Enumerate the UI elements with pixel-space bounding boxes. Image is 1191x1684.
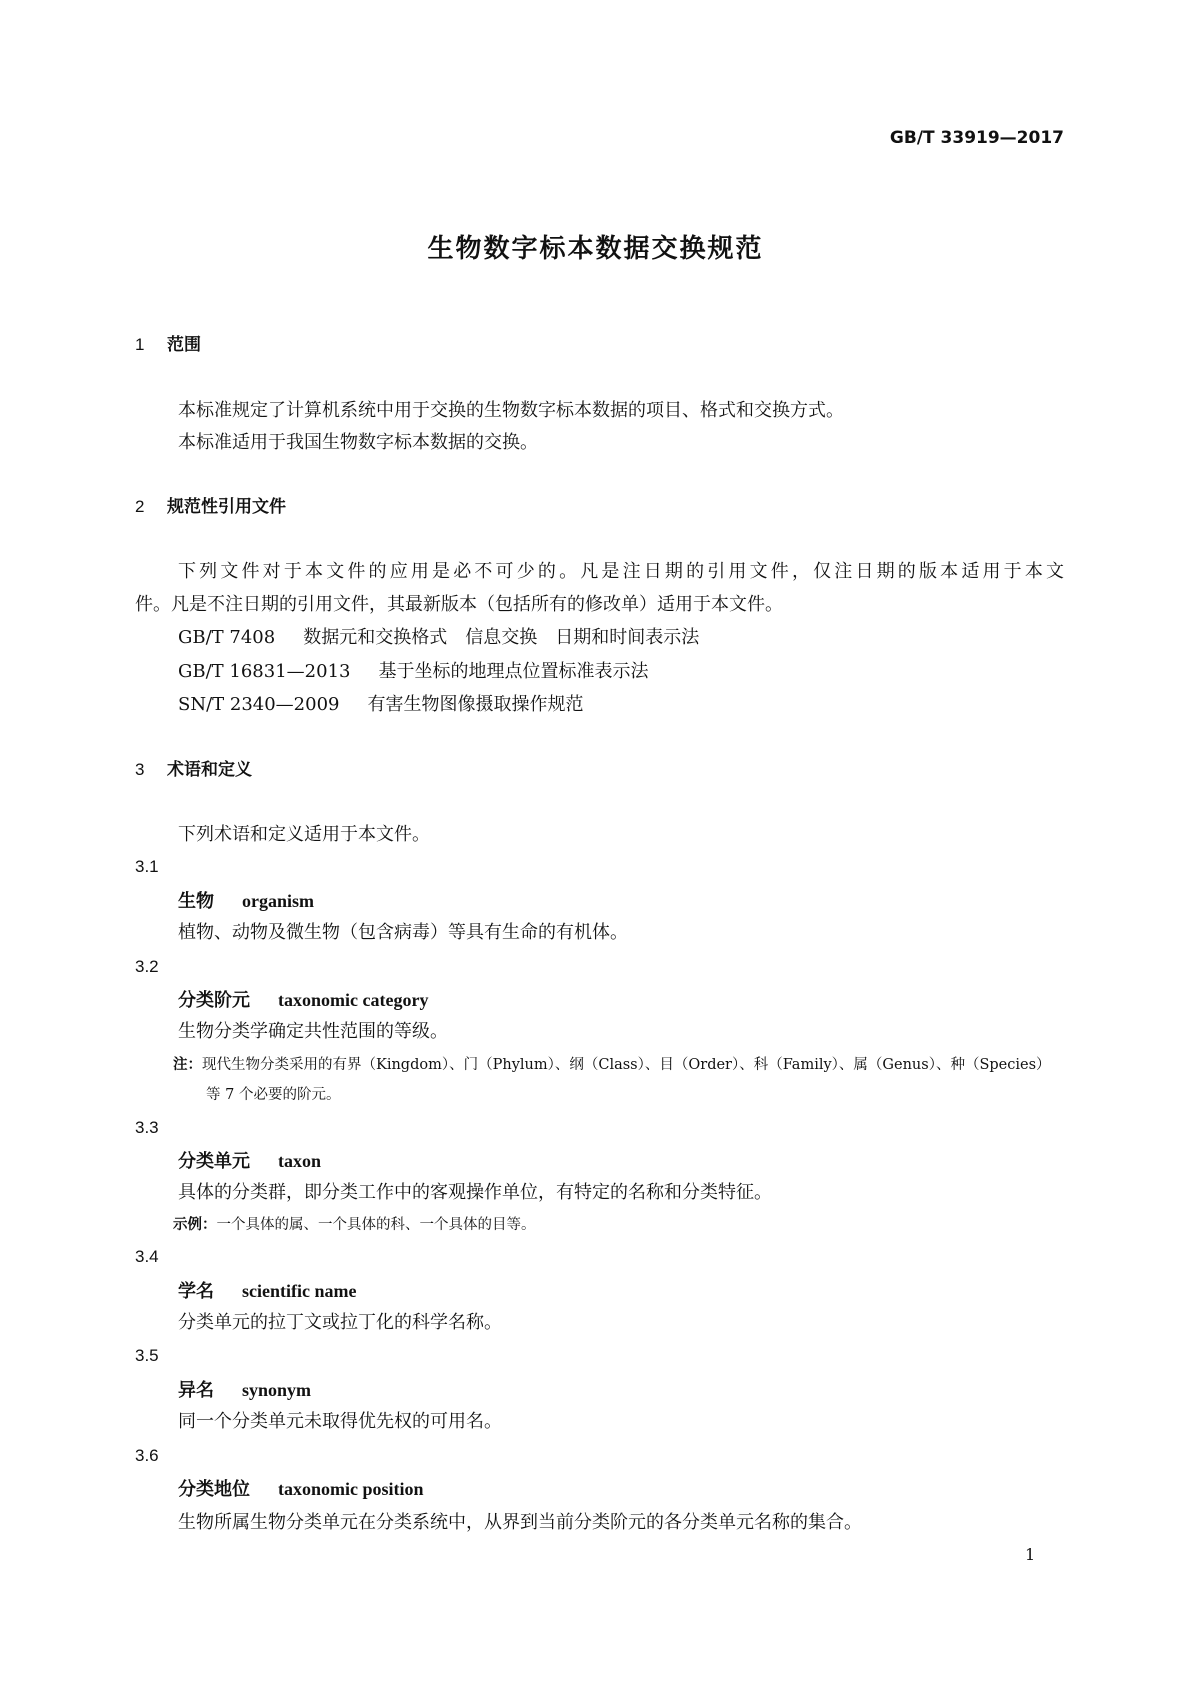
reference-item: [178, 660, 648, 684]
section-number: 2: [135, 497, 145, 516]
term-heading: [178, 988, 428, 1013]
term-en: taxon: [278, 1151, 322, 1171]
term-heading: [178, 1378, 311, 1403]
term-number: 3.3: [135, 1118, 159, 1137]
standard-code: GB/T 33919—2017: [889, 128, 1064, 148]
term-definition: 同一个分类单元未取得优先权的可用名。: [178, 1411, 502, 1432]
term-zh: 分类地位: [178, 1479, 250, 1500]
note-continuation: 等 7 个必要的阶元。: [206, 1087, 341, 1103]
section-number: 1: [135, 335, 145, 354]
section-heading: 术语和定义: [167, 760, 252, 780]
section-number: 3: [135, 760, 145, 779]
term-zh: 分类单元: [178, 1151, 250, 1172]
section-heading: 规范性引用文件: [167, 497, 286, 517]
example-text: 一个具体的属、一个具体的科、一个具体的目等。: [216, 1217, 536, 1233]
term-heading: [178, 1279, 356, 1304]
reference-title: 有害生物图像摄取操作规范: [367, 694, 584, 715]
note-text: 现代生物分类采用的有界（Kingdom）、门（Phylum）、纲（Class）、目（Order）、科（Family）、属（Genus）、种（Species）: [202, 1057, 1051, 1073]
term-zh: 生物: [178, 891, 214, 912]
term-zh: 分类阶元: [178, 990, 250, 1011]
reference-item: [178, 693, 584, 717]
page-title: 生物数字标本数据交换规范: [427, 234, 764, 264]
term-number: 3.2: [135, 957, 159, 976]
term-en: scientific name: [242, 1281, 357, 1301]
term-heading: [178, 889, 314, 914]
term-number: 3.5: [135, 1346, 159, 1365]
note: [173, 1053, 1051, 1077]
paragraph: 下列文件对于本文件的应用是必不可少的。凡是注日期的引用文件，仅注日期的版本适用于本文: [178, 561, 1064, 582]
reference-item: [178, 626, 699, 650]
term-definition: 植物、动物及微生物（包含病毒）等具有生命的有机体。: [178, 922, 628, 943]
term-en: taxonomic position: [278, 1479, 424, 1499]
term-number: 3.4: [135, 1247, 159, 1266]
paragraph: 下列术语和定义适用于本文件。: [178, 824, 430, 845]
reference-title: 数据元和交换格式 信息交换 日期和时间表示法: [303, 627, 700, 648]
term-en: taxonomic category: [278, 990, 429, 1010]
term-heading: [178, 1149, 321, 1174]
page-number: 1: [1025, 1545, 1036, 1564]
term-en: organism: [242, 891, 314, 911]
paragraph: 本标准适用于我国生物数字标本数据的交换。: [178, 432, 538, 453]
term-heading: [178, 1477, 424, 1502]
reference-code: GB/T 16831—2013: [178, 661, 351, 682]
section-heading: 范围: [167, 335, 201, 355]
term-number: 3.6: [135, 1446, 159, 1465]
paragraph: 本标准规定了计算机系统中用于交换的生物数字标本数据的项目、格式和交换方式。: [178, 400, 844, 421]
term-number: 3.1: [135, 857, 159, 876]
term-en: synonym: [242, 1380, 312, 1400]
term-definition: 具体的分类群，即分类工作中的客观操作单位，有特定的名称和分类特征。: [178, 1182, 772, 1203]
term-zh: 学名: [178, 1281, 214, 1302]
example-label: 示例：: [173, 1217, 217, 1233]
term-definition: 分类单元的拉丁文或拉丁化的科学名称。: [178, 1312, 502, 1333]
example: [173, 1213, 536, 1237]
term-zh: 异名: [178, 1380, 214, 1401]
note-label: 注：: [173, 1057, 202, 1073]
reference-code: GB/T 7408: [178, 627, 276, 648]
paragraph: 件。凡是不注日期的引用文件，其最新版本（包括所有的修改单）适用于本文件。: [135, 594, 783, 615]
term-definition: 生物所属生物分类单元在分类系统中，从界到当前分类阶元的各分类单元名称的集合。: [178, 1512, 862, 1533]
reference-title: 基于坐标的地理点位置标准表示法: [378, 661, 649, 682]
reference-code: SN/T 2340—2009: [178, 694, 340, 715]
term-definition: 生物分类学确定共性范围的等级。: [178, 1021, 448, 1042]
